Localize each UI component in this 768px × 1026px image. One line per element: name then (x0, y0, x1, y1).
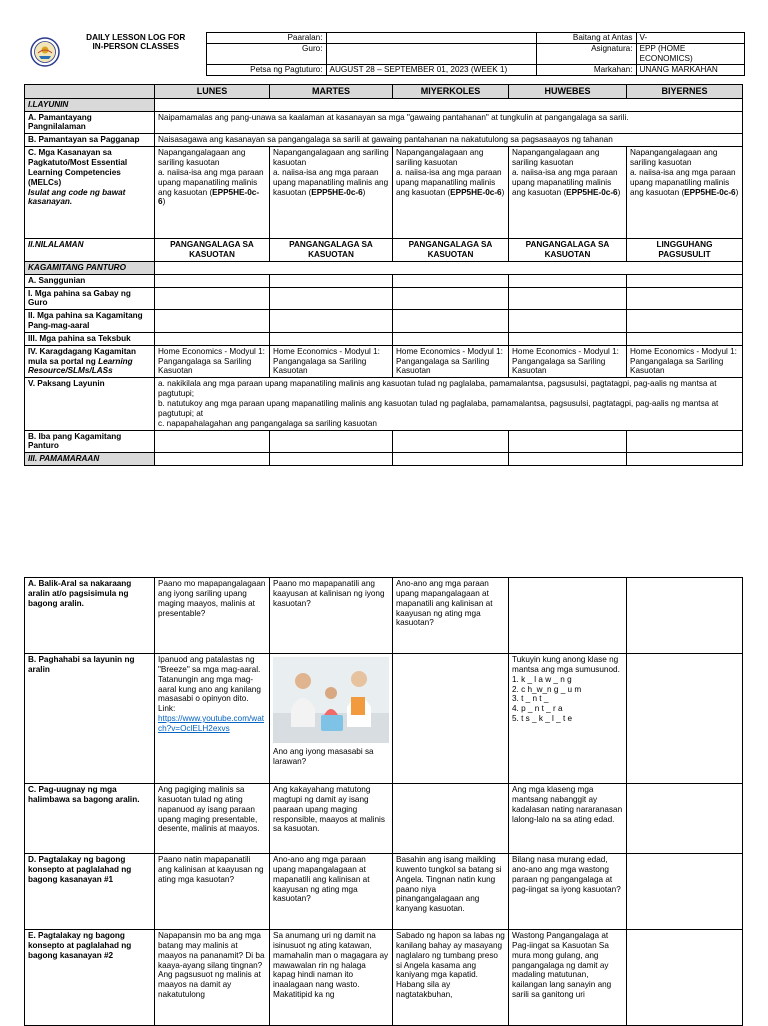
melc-text: Napangangalagaan ang sariling kasuotan a. naiisa-isa ang mga paraan upang mapanatiling malinis ang kasuotan ( (396, 148, 502, 197)
cell (509, 578, 627, 654)
cell (627, 578, 743, 654)
karagdagang-tuesday: Home Economics - Modyul 1: Pangangalaga sa Sariling Kasuotan (270, 345, 393, 378)
cell (393, 310, 509, 333)
kagamitang-pang-mag-aaral-label: II. Mga pahina sa Kagamitang Pang-mag-aaral (25, 310, 155, 333)
karagdagang-monday: Home Economics - Modyul 1: Pangangalaga sa Sariling Kasuotan (155, 345, 270, 378)
corner-cell (25, 85, 155, 99)
iba-pang-kagamitan-label: B. Iba pang Kagamitang Panturo (25, 430, 155, 453)
melc-wednesday (393, 147, 509, 239)
pamamaraan-heading: III. PAMAMARAAN (25, 453, 155, 466)
day-header-row (25, 85, 743, 99)
cell (393, 430, 509, 453)
document-title (66, 33, 206, 76)
nilalaman-wednesday: PANGANGALAGA SA KASUOTAN (393, 239, 509, 262)
cell (155, 332, 270, 345)
cell (270, 287, 393, 310)
baitang-value[interactable]: V- (636, 33, 744, 44)
header-table (24, 32, 745, 76)
pagtalakay-1-label: D. Pagtalakay ng bagong konsepto at paglalahad ng bagong kasanayan #1 (25, 854, 155, 930)
cell (627, 287, 743, 310)
paksang-layunin-a: a. nakikilala ang mga paraan upang mapanatiling malinis ang kasuotan tulad ng paglalaba, pamamalantsa, pagsusulsi, pagtatagpi, pag-aalis ng mantsa at pagtutupi; (158, 379, 717, 399)
nilalaman-thursday: PANGANGALAGA SA KASUOTAN (509, 239, 627, 262)
stain-item: 2. c h_w_n g _ u m (512, 684, 582, 694)
cell (155, 274, 270, 287)
melc-thursday (509, 147, 627, 239)
youtube-link[interactable]: https://www.youtube.com/watch?v=OclELH2exvs (158, 714, 265, 733)
paksang-layunin-label: V. Paksang Layunin (25, 378, 155, 430)
melc-text: Napangangalagaan ang sariling kasuotan a. naiisa-isa ang mga paraan upang mapanatiling malinis ang kasuotan ( (630, 148, 736, 197)
pagtalakay-2-label: E. Pagtalakay ng bagong konsepto at paglalahad ng bagong kasanayan #2 (25, 930, 155, 1026)
melc-code: EPP5HE-0c-6 (158, 187, 260, 207)
cell (270, 274, 393, 287)
melc-code: EPP5HE-0c-6 (450, 187, 502, 197)
paaralan-value[interactable] (326, 33, 536, 44)
paksang-layunin-text (155, 378, 743, 430)
cell (509, 430, 627, 453)
deped-seal-logo (24, 33, 66, 76)
nilalaman-tuesday: PANGANGALAGA SA KASUOTAN (270, 239, 393, 262)
layunin-heading: I.LAYUNIN (25, 98, 155, 111)
layunin-blank (155, 98, 743, 111)
melc-text: Napangangalagaan ang sariling kasuotan a. naiisa-isa ang mga paraan upang mapanatiling malinis ang kasuotan ( (273, 148, 389, 197)
teksbuk-label: III. Mga pahina sa Teksbuk (25, 332, 155, 345)
kagamitan-blank (155, 261, 743, 274)
pag-uugnay-tuesday: Ang kakayahang matutong magtupi ng damit ay isang paaraan upang maging responsible, maayos at malinis sa kasuotan. (270, 784, 393, 854)
karagdagang-wednesday: Home Economics - Modyul 1: Pangangalaga sa Sariling Kasuotan (393, 345, 509, 378)
balik-aral-wednesday: Ano-ano ang mga paraan upang mapangalagaan at mapanatili ang kalinisan at kaayusan ng ating mga kasuotan? (393, 578, 509, 654)
pag-uugnay-monday: Ang pagiging malinis sa kasuotan tulad ng ating napanuod ay isang paraan upang maging presentable, desente, malinis at maayos. (155, 784, 270, 854)
pagtalakay-1-tuesday: Ano-ano ang mga paraan upang mapangalagaan at mapanatili ang kalinisan at kaayusan ng ating mga kasuotan? (270, 854, 393, 930)
asignatura-label: Asignatura: (536, 44, 636, 65)
paghahabi-tuesday (270, 654, 393, 784)
cell (509, 310, 627, 333)
markahan-value[interactable]: UNANG MARKAHAN (636, 64, 744, 75)
cell (393, 287, 509, 310)
melc-text: Napangangalagaan ang sariling kasuotan a. naiisa-isa ang mga paraan upang mapanatiling malinis ang kasuotan ( (512, 148, 618, 197)
seal-icon (30, 37, 60, 67)
paghahabi-thursday (509, 654, 627, 784)
pamamaraan-table (24, 577, 743, 1026)
pagtalakay-1-wednesday: Basahin ang isang maikling kuwento tungkol sa batang si Angela. Tingnan natin kung paano niya pinangangalagaan ang kanyang kasuotan. (393, 854, 509, 930)
guro-label: Guro: (206, 44, 326, 65)
title-line-1: DAILY LESSON LOG FOR (86, 32, 186, 42)
melc-code: EPP5HE-0c-6 (311, 187, 363, 197)
pag-uugnay-thursday: Ang mga klaseng mga mantsang nabanggit ay kadalasan nating nararanasan lalong-lalo na sa ating edad. (509, 784, 627, 854)
stain-item: 4. p _ n t _ r a (512, 704, 563, 714)
paghahabi-thursday-intro: Tukuyin kung anong klase ng mantsa ang mga sumusunod. (512, 655, 620, 674)
cell (627, 453, 743, 466)
gabay-guro-label: I. Mga pahina sa Gabay ng Guro (25, 287, 155, 310)
guro-value[interactable] (326, 44, 536, 65)
melc-end: ) (362, 187, 366, 197)
melc-friday (627, 147, 743, 239)
paksang-layunin-c: c. napapahalagahan ang pangangalaga sa sariling kasuotan (158, 418, 377, 428)
cell (627, 930, 743, 1026)
melc-code: EPP5HE-0c-6 (684, 187, 736, 197)
pag-uugnay-label: C. Pag-uugnay ng mga halimbawa sa bagong aralin. (25, 784, 155, 854)
cell (627, 854, 743, 930)
stain-item: 5. t s _ k _ l _ t e (512, 714, 573, 724)
asignatura-value[interactable]: EPP (HOME ECONOMICS) (636, 44, 744, 65)
cell (155, 310, 270, 333)
kagamitan-heading: KAGAMITANG PANTURO (25, 261, 155, 274)
melc-text: Napangangalagaan ang sariling kasuotan a. naiisa-isa ang mga paraan upang mapanatiling malinis ang kasuotan ( (158, 148, 264, 197)
cell (155, 453, 270, 466)
cell (627, 332, 743, 345)
paghahabi-monday-text: Ipanuod ang patalastas ng "Breeze" sa mga mag-aaral. Tatanungin ang mga mag-aaral kung ano ang kanilang masasabi o opinyon dito. (158, 655, 261, 704)
baitang-label: Baitang at Antas (536, 33, 636, 44)
title-line-2: IN-PERSON CLASSES (92, 42, 179, 52)
cell (509, 274, 627, 287)
cell (627, 274, 743, 287)
sanggunian-label: A. Sanggunian (25, 274, 155, 287)
cell (270, 453, 393, 466)
pamantayan-pagganap-label: B. Pamantayan sa Pagganap (25, 134, 155, 147)
cell (270, 310, 393, 333)
paghahabi-monday (155, 654, 270, 784)
pagtalakay-1-monday: Paano natin mapapanatili ang kalinisan at kaayusan ng ating mga kasuotan? (155, 854, 270, 930)
day-thursday: HUWEBES (509, 85, 627, 99)
nilalaman-friday: LINGGUHANG PAGSUSULIT (627, 239, 743, 262)
markahan-label: Markahan: (536, 64, 636, 75)
melc-note: Isulat ang code ng bawat kasanayan. (28, 187, 126, 207)
stain-item: 1. k _ l a w _ n g (512, 674, 572, 684)
cell (509, 332, 627, 345)
family-photo-illustration (273, 657, 389, 743)
pamantayang-pangnilalaman-text: Naipamamalas ang pang-unawa sa kaalaman at kasanayan sa mga "gawaing pantahanan" at tungkulin at pangangalaga sa sarili. (155, 111, 743, 134)
balik-aral-label: A. Balik-Aral sa nakaraang aralin at/o pagsisimula ng bagong aralin. (25, 578, 155, 654)
cell (627, 654, 743, 784)
cell (270, 430, 393, 453)
melc-tuesday (270, 147, 393, 239)
day-wednesday: MIYERKOLES (393, 85, 509, 99)
day-tuesday: MARTES (270, 85, 393, 99)
cell (270, 332, 393, 345)
karagdagang-friday: Home Economics - Modyul 1: Pangangalaga sa Sariling Kasuotan (627, 345, 743, 378)
nilalaman-monday: PANGANGALAGA SA KASUOTAN (155, 239, 270, 262)
karagdagang-label-text: IV. Karagdagang Kagamitan mula sa portal ng (28, 346, 136, 366)
karagdagang-kagamitan-label (25, 345, 155, 378)
day-monday: LUNES (155, 85, 270, 99)
cell (509, 453, 627, 466)
day-friday: BIYERNES (627, 85, 743, 99)
cell (393, 332, 509, 345)
cell (393, 654, 509, 784)
karagdagang-thursday: Home Economics - Modyul 1: Pangangalaga sa Sariling Kasuotan (509, 345, 627, 378)
balik-aral-tuesday: Paano mo mapapanatili ang kaayusan at kalinisan ng iyong kasuotan? (270, 578, 393, 654)
link-label: Link: (158, 704, 176, 714)
pagtalakay-1-thursday: Bilang nasa murang edad, ano-ano ang mga wastong paraan ng pangangalaga at pag-iingat sa iyong kasuotan? (509, 854, 627, 930)
family-laundry-photo (273, 657, 389, 743)
melc-end: ) (735, 187, 739, 197)
melc-end: ) (501, 187, 505, 197)
balik-aral-monday: Paano mo mapapangalagaan ang iyong sariling upang maging maayos, malinis at presentable? (155, 578, 270, 654)
cell (393, 453, 509, 466)
nilalaman-heading: II.NILALAMAN (25, 239, 155, 262)
cell (627, 310, 743, 333)
pagtalakay-2-monday: Napapansin mo ba ang mga batang may malinis at maayos na pananamit? Di ba kaaya-ayang silang tingnan? Ang pagsusuot ng malinis at maayos na damit ay nakatutulong (155, 930, 270, 1026)
melc-monday (155, 147, 270, 239)
melc-label-cell (25, 147, 155, 239)
petsa-label: Petsa ng Pagtuturo: (206, 64, 326, 75)
stain-item: 3. t _ n t _ (512, 694, 549, 704)
cell (627, 430, 743, 453)
pamantayan-pagganap-text: Naisasagawa ang kasanayan sa pangangalaga sa sarili at gawaing pantahanan na nakatutulong sa pagsasaayos ng tahanan (155, 134, 743, 147)
pamantayang-pangnilalaman-label: A. Pamantayang Pangnilalaman (25, 111, 155, 134)
cell (509, 287, 627, 310)
melc-label: C. Mga Kasanayan sa Pagkatuto/Most Essential Learning Competencies (MELCs) (28, 148, 128, 187)
paghahabi-tuesday-text: Ano ang iyong masasabi sa larawan? (273, 747, 374, 766)
cell (155, 430, 270, 453)
paaralan-label: Paaralan: (206, 33, 326, 44)
lesson-log-table (24, 84, 743, 466)
melc-code: EPP5HE-0c-6 (566, 187, 618, 197)
cell (155, 287, 270, 310)
paghahabi-label: B. Paghahabi sa layunin ng aralin (25, 654, 155, 784)
pagtalakay-2-tuesday: Sa anumang uri ng damit na isinusuot ng ating katawan, mamahalin man o magagara ay mawawalan rin ng halaga kapag hindi naman ito inaalagaan nang wasto. Makatitipid ka ng (270, 930, 393, 1026)
pagtalakay-2-wednesday: Sabado ng hapon sa labas ng kanilang bahay ay masayang naglalaro ng tumbang preso si Angela kasama ang kaniyang mga kapatid. Habang sila ay nagtatakbuhan, (393, 930, 509, 1026)
pagtalakay-2-thursday: Wastong Pangangalaga at Pag-iingat sa Kasuotan Sa mura mong gulang, ang pangangalaga ng damit ay madaling matutunan, kailangan lang sanayin ang sarili sa ganitong uri (509, 930, 627, 1026)
karagdagang-label-italic: Learning Resource/SLMs/LASs (28, 356, 133, 376)
petsa-value[interactable]: AUGUST 28 – SEPTEMBER 01, 2023 (WEEK 1) (326, 64, 536, 75)
cell (627, 784, 743, 854)
cell (393, 274, 509, 287)
cell (393, 784, 509, 854)
melc-end: ) (162, 197, 166, 207)
melc-end: ) (617, 187, 621, 197)
paksang-layunin-b: b. natutukoy ang mga paraan upang mapanatiling malinis ang kasuotan tulad ng paglalaba, pamamalantsa, pagsusulsi, pagtatagpi, pag-aalis ng mantsa at pagtutupi; at (158, 398, 719, 418)
